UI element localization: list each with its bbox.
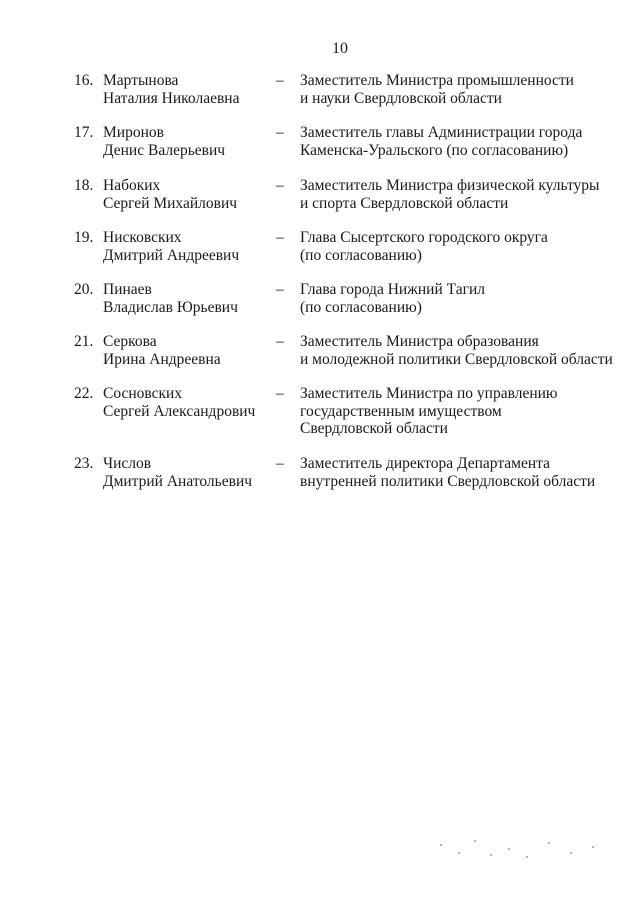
given-name: Владислав Юрьевич [103, 298, 238, 316]
member-role [300, 281, 620, 316]
item-number: 20. [74, 281, 94, 298]
member-name [103, 229, 239, 264]
dash: – [276, 124, 284, 141]
item-number: 23. [74, 455, 94, 472]
item-number: 17. [74, 124, 94, 141]
member-name [103, 455, 252, 490]
member-name [103, 72, 239, 107]
role-line: и спорта Свердловской области [300, 194, 509, 212]
role-line: Глава города Нижний Тагил [300, 281, 486, 298]
role-line: Заместитель Министра образования [300, 333, 539, 350]
role-line: Заместитель Министра физической культуры [300, 177, 600, 194]
dash: – [276, 72, 284, 89]
role-line: внутренней политики Свердловской области [300, 472, 596, 490]
role-line: и науки Свердловской области [300, 89, 502, 107]
role-line: государственным имуществом [300, 402, 502, 420]
member-role [300, 229, 620, 264]
role-line: и молодежной политики Свердловской области [300, 350, 613, 368]
member-name [103, 385, 255, 420]
given-name: Ирина Андреевна [103, 350, 221, 368]
role-line: Заместитель Министра промышленности [300, 72, 574, 89]
surname: Миронов [103, 124, 164, 141]
dash: – [276, 455, 284, 472]
item-number: 18. [74, 177, 94, 194]
scan-noise [430, 830, 610, 870]
item-number: 22. [74, 385, 94, 402]
surname: Сосновских [103, 385, 183, 402]
given-name: Денис Валерьевич [103, 141, 226, 159]
member-role [300, 455, 620, 490]
dash: – [276, 229, 284, 246]
member-name [103, 124, 225, 159]
page-number: 10 [332, 40, 348, 57]
role-line: Заместитель главы Администрации города [300, 124, 583, 141]
role-line: Заместитель Министра по управлению [300, 385, 558, 402]
dash: – [276, 333, 284, 350]
role-line: (по согласованию) [300, 246, 422, 264]
role-line: Каменска-Уральского (по согласованию) [300, 141, 569, 159]
role-line: (по согласованию) [300, 298, 422, 316]
role-line: Свердловской области [300, 420, 448, 437]
dash: – [276, 385, 284, 402]
member-name [103, 177, 237, 212]
surname: Числов [103, 455, 152, 472]
member-role [300, 385, 620, 438]
dash: – [276, 281, 284, 298]
given-name: Дмитрий Андреевич [103, 246, 240, 264]
member-role [300, 72, 620, 107]
surname: Мартынова [103, 72, 179, 89]
item-number: 16. [74, 72, 94, 89]
role-line: Глава Сысертского городского округа [300, 229, 548, 246]
surname: Нисковских [103, 229, 182, 246]
surname: Серкова [103, 333, 157, 350]
surname: Пинаев [103, 281, 152, 298]
role-line: Заместитель директора Департамента [300, 455, 550, 472]
surname: Набоких [103, 177, 161, 194]
member-role [300, 333, 620, 368]
item-number: 21. [74, 333, 94, 350]
given-name: Дмитрий Анатольевич [103, 472, 253, 490]
given-name: Сергей Михайлович [103, 194, 238, 212]
member-role [300, 124, 620, 159]
member-role [300, 177, 620, 212]
member-name [103, 281, 238, 316]
dash: – [276, 177, 284, 194]
given-name: Наталия Николаевна [103, 89, 240, 107]
given-name: Сергей Александрович [103, 402, 256, 420]
item-number: 19. [74, 229, 94, 246]
member-name [103, 333, 221, 368]
